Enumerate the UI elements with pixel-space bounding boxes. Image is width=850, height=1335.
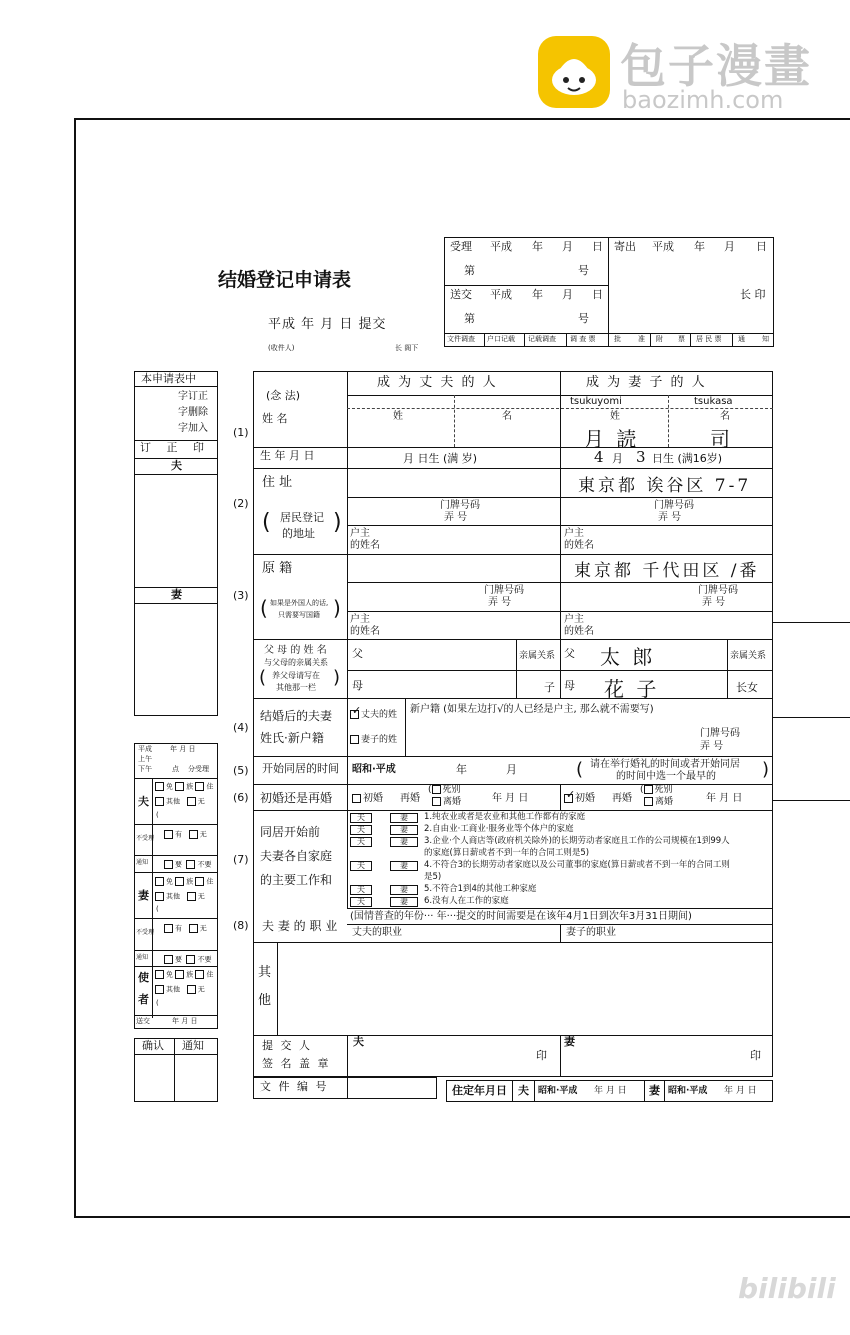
row-num-6: (6) xyxy=(233,791,249,804)
sendout-era: 平成 xyxy=(652,240,674,253)
r8-label: 夫 妻 的 职 业 xyxy=(262,919,338,933)
proc-send-ymd: 年 月 日 xyxy=(172,1017,198,1025)
check-register: 户口记载 xyxy=(487,335,515,343)
wife-remarriage: 再婚 xyxy=(612,793,632,804)
wife-birth-month: 4 xyxy=(594,448,607,466)
r6-label: 初婚还是再婚 xyxy=(260,791,333,805)
name-label: 姓 名 xyxy=(262,412,288,425)
other-c2: 他 xyxy=(258,993,272,1008)
row-num-7: (7) xyxy=(233,853,249,866)
hus-orig-lane: 弄 号 xyxy=(488,597,512,608)
check-resident: 居 民 票 xyxy=(696,335,722,343)
col-husband-header: 成 为 丈 夫 的 人 xyxy=(377,375,498,390)
sign-h-seal: 印 xyxy=(536,1049,547,1062)
receiver-label: (收件人) xyxy=(268,344,295,352)
notify-label: 通知 xyxy=(182,1039,204,1052)
sign-l1: 提 交 人 xyxy=(262,1039,312,1052)
hus-addr-headname: 的姓名 xyxy=(350,540,380,551)
hus-first-marriage[interactable]: 初婚 xyxy=(352,793,383,804)
r7-l3: 的主要工作和 xyxy=(260,873,333,887)
check-file: 文件调查 xyxy=(447,335,475,343)
r4-note: 新户籍 (如果左边打√的人已经是户主, 那么就不需要写) xyxy=(410,704,654,715)
proc-am: 上午 xyxy=(138,755,152,763)
r7-l1: 同居开始前 xyxy=(260,825,321,839)
submit-date-line: 平成 年 月 日 提交 xyxy=(268,317,387,332)
work-husband-box[interactable]: 夫 xyxy=(350,885,372,895)
sign-l2: 签 名 盖 章 xyxy=(262,1057,331,1070)
parents-l1: 父 母 的 姓 名 xyxy=(264,645,327,656)
watermark-cn: 包子漫畫 xyxy=(620,39,812,93)
check-record: 记载调查 xyxy=(528,335,556,343)
accept-m: 月 xyxy=(562,240,573,253)
hus-death-opt[interactable]: ( 死别 xyxy=(428,785,461,795)
work-item: 是5) xyxy=(424,872,442,882)
r5-y: 年 xyxy=(456,763,467,776)
sign-w-seal: 印 xyxy=(750,1049,761,1062)
watermark-bilibili: bilibili xyxy=(738,1272,836,1305)
check-notify2: 知 xyxy=(762,335,769,343)
work-husband-box[interactable]: 夫 xyxy=(350,825,372,835)
wife-romaji-sei: tsukuyomi xyxy=(570,396,622,407)
row-num-4: (4) xyxy=(233,721,249,734)
wife-address: 東京都 诶谷区 7-7 xyxy=(578,476,752,496)
accept-no: 第 xyxy=(464,264,475,277)
r5-label: 开始同居的时间 xyxy=(262,762,339,775)
hus-sei-label: 姓 xyxy=(393,411,403,422)
work-husband-box[interactable]: 夫 xyxy=(350,837,372,847)
docno-label: 文 件 编 号 xyxy=(260,1080,329,1093)
reside-h-era: 昭和·平成 xyxy=(538,1086,578,1096)
work-husband-box[interactable]: 夫 xyxy=(350,897,372,907)
r4-door: 门牌号码 xyxy=(700,728,740,739)
work-wife-box[interactable]: 妻 xyxy=(390,813,418,823)
work-husband-box[interactable]: 夫 xyxy=(350,861,372,871)
reside-h: 夫 xyxy=(518,1084,529,1097)
proc-messenger-2: 者 xyxy=(138,993,149,1006)
send-d: 日 xyxy=(592,288,603,301)
row-num-1: (1) xyxy=(233,426,249,439)
hus-divorce-opt[interactable]: 离婚 xyxy=(432,797,461,807)
send-m: 月 xyxy=(562,288,573,301)
wife-birth-month-lbl: 月 xyxy=(612,452,623,465)
addr-sub2: 的地址 xyxy=(282,527,315,540)
wife-orig-lane: 弄 号 xyxy=(702,597,726,608)
wife-romaji-mei: tsukasa xyxy=(694,396,733,407)
proc-paren-h: ( xyxy=(156,811,159,819)
check-approve1: 批 xyxy=(614,335,621,343)
other-c1: 其 xyxy=(258,965,272,980)
row-num-5: (5) xyxy=(233,764,249,777)
wife-father-lbl: 父 xyxy=(564,647,575,660)
wife-addr-head: 户主 xyxy=(564,528,584,539)
parents-l3: 养父母请写在 xyxy=(272,671,320,680)
wife-birth-rest: 日生 (满16岁) xyxy=(652,452,723,465)
sendout-d: 日 xyxy=(756,240,767,253)
opt-wife-surname[interactable]: 妻子的姓 xyxy=(350,735,397,745)
wife-mother-lbl: 母 xyxy=(564,679,575,692)
hus-mother-lbl: 母 xyxy=(352,679,363,692)
accept-y: 年 xyxy=(532,240,543,253)
hus-rel-lbl: 亲属关系 xyxy=(519,651,556,661)
wife-addr-headname: 的姓名 xyxy=(564,540,594,551)
correction-wife: 妻 xyxy=(171,588,182,601)
hus-addr-lane: 弄 号 xyxy=(444,512,468,523)
correction-stamp: 订 正 印 xyxy=(140,441,210,454)
r8-note: (国情普查的年份··· 年···提交的时间需要是在该年4月1日到次年3月31日期间) xyxy=(350,911,692,922)
wife-death-opt[interactable]: ( 死别 xyxy=(640,785,673,795)
hus-remarriage: 再婚 xyxy=(400,793,420,804)
hus-orig-headname: 的姓名 xyxy=(350,626,380,637)
hus-father-lbl: 父 xyxy=(352,647,363,660)
hus-orig-door: 门牌号码 xyxy=(484,585,524,596)
hus-occupation: 丈夫的职业 xyxy=(352,927,402,938)
wife-addr-lane: 弄 号 xyxy=(658,512,682,523)
wife-first-marriage[interactable]: ✓ 初婚 xyxy=(564,793,595,804)
correction-add: 字加入 xyxy=(178,423,208,434)
check-attach2: 票 xyxy=(678,335,685,343)
check-notify1: 通 xyxy=(738,335,745,343)
r7-l2: 夫妻各自家庭 xyxy=(260,849,333,863)
sendout-m: 月 xyxy=(724,240,735,253)
work-wife-box[interactable]: 妻 xyxy=(390,825,418,835)
wife-mei-label: 名 xyxy=(720,411,730,422)
confirm-label: 确认 xyxy=(142,1039,164,1052)
check-attach1: 附 xyxy=(656,335,663,343)
proc-pm: 下午 xyxy=(138,765,152,773)
hus-son-lbl: 子 xyxy=(544,681,555,694)
wife-birth-day: 3 xyxy=(636,448,649,466)
proc-paren-w: ( xyxy=(156,905,159,913)
proc-notice-w: 通知 xyxy=(136,954,149,961)
check-survey: 调 查 票 xyxy=(570,335,596,343)
wife-origin: 東京都 千代田区 /番 xyxy=(574,561,760,581)
proc-branch: 分受理 xyxy=(188,765,209,773)
r5-era: 昭和·平成 xyxy=(352,764,396,775)
proc-ymd: 年 月 日 xyxy=(170,745,196,753)
sendout-y: 年 xyxy=(694,240,705,253)
proc-not-accepted-h: 不受理 xyxy=(136,835,155,842)
row-num-2: (2) xyxy=(233,497,249,510)
proc-wife: 妻 xyxy=(138,889,149,902)
work-item: 4.不符合3的长期劳动者家庭以及公司董事的家庭(算日薪或者不到一年的合同工则 xyxy=(424,860,730,870)
r4-l2: 姓氏·新户籍 xyxy=(260,731,324,745)
orig-label: 原 籍 xyxy=(262,561,293,576)
work-item: 6.没有人在工作的家庭 xyxy=(424,896,509,906)
send-era: 平成 xyxy=(490,288,512,301)
sendout-label: 寄出 xyxy=(614,240,636,253)
accept-d: 日 xyxy=(592,240,603,253)
hus-addr-door: 门牌号码 xyxy=(440,500,480,511)
reside-w-ymd: 年 月 日 xyxy=(724,1086,757,1096)
reside-label: 住定年月日 xyxy=(452,1084,507,1097)
work-item: 2.自由业·工商业·服务业等个体户的家庭 xyxy=(424,824,574,834)
wife-orig-door: 门牌号码 xyxy=(698,585,738,596)
accept-label: 受理 xyxy=(450,240,472,253)
wife-r6-ymd: 年 月 日 xyxy=(706,793,743,804)
proc-husband: 夫 xyxy=(138,795,149,808)
wife-sei-label: 姓 xyxy=(610,411,620,422)
watermark-logo-icon xyxy=(538,36,610,108)
proc-notice-h: 通知 xyxy=(136,859,149,866)
opt-husband-surname[interactable]: ✓丈夫的姓 xyxy=(350,710,397,720)
wife-addr-door: 门牌号码 xyxy=(654,500,694,511)
r5-note2: 的时间中选一个最早的 xyxy=(616,771,716,782)
send-no: 第 xyxy=(464,312,475,325)
work-item: 3.企业·个人商店等(政府机关除外)的长期劳动者家庭且工作的公司规模在1到99人 xyxy=(424,836,730,846)
accept-era: 平成 xyxy=(490,240,512,253)
wife-surname: 月 読 xyxy=(584,427,640,451)
work-wife-box[interactable]: 妻 xyxy=(390,861,418,871)
wife-occupation: 妻子的职业 xyxy=(566,927,616,938)
hus-mei-label: 名 xyxy=(502,411,512,422)
wife-orig-head: 户主 xyxy=(564,614,584,625)
hus-r6-ymd: 年 月 日 xyxy=(492,793,529,804)
r4-l1: 结婚后的夫妻 xyxy=(260,709,333,723)
correction-husband: 夫 xyxy=(171,459,182,472)
work-wife-box[interactable]: 妻 xyxy=(390,837,418,847)
wife-father-name: 太 郎 xyxy=(600,645,656,669)
reside-w-era: 昭和·平成 xyxy=(668,1086,708,1096)
wife-daughter: 长女 xyxy=(736,681,758,694)
wife-rel-lbl: 亲属关系 xyxy=(730,651,767,661)
wife-orig-headname: 的姓名 xyxy=(564,626,594,637)
r5-note1: 请在举行婚礼的时间或者开始同居 xyxy=(590,759,740,770)
proc-messenger-1: 使 xyxy=(138,971,149,984)
form-title: 结婚登记申请表 xyxy=(218,269,352,291)
work-wife-box[interactable]: 妻 xyxy=(390,897,418,907)
hus-orig-head: 户主 xyxy=(350,614,370,625)
parents-l4: 其他那一栏 xyxy=(276,683,316,692)
wife-mother-name: 花 子 xyxy=(604,677,660,701)
proc-point: 点 xyxy=(172,765,179,773)
correction-fix: 字订正 xyxy=(178,391,208,402)
sendout-chief: 长 印 xyxy=(740,288,766,301)
row-num-3: (3) xyxy=(233,589,249,602)
send-hao: 号 xyxy=(578,312,589,325)
proc-era: 平成 xyxy=(138,745,152,753)
addr-label: 住 址 xyxy=(262,475,293,490)
reside-w: 妻 xyxy=(649,1084,660,1097)
reside-h-ymd: 年 月 日 xyxy=(594,1086,627,1096)
work-item: 1.纯农业或者是农业和其他工作都有的家庭 xyxy=(424,812,586,822)
accept-hao: 号 xyxy=(578,264,589,277)
col-wife-header: 成 为 妻 子 的 人 xyxy=(586,375,707,390)
birth-label: 生 年 月 日 xyxy=(260,449,315,462)
sign-husband: 夫 xyxy=(353,1035,364,1048)
r4-lane: 弄 号 xyxy=(700,741,724,752)
send-y: 年 xyxy=(532,288,543,301)
hus-addr-head: 户主 xyxy=(350,528,370,539)
work-item: 的家庭(算日薪或者不到一年的合同工则是5) xyxy=(424,848,590,858)
wife-given-name: 司 xyxy=(710,427,733,451)
chief-label: 长 阁下 xyxy=(395,344,419,352)
watermark-en: baozimh.com xyxy=(622,86,784,114)
addr-sub1: 居民登记 xyxy=(280,511,324,524)
parents-l2: 与父母的亲属关系 xyxy=(264,658,328,667)
proc-not-accepted-w: 不受理 xyxy=(136,929,155,936)
orig-sub2: 只需要写国籍 xyxy=(278,611,320,619)
work-wife-box[interactable]: 妻 xyxy=(390,885,418,895)
wife-divorce-opt[interactable]: 离婚 xyxy=(644,797,673,807)
sign-wife: 妻 xyxy=(564,1035,575,1048)
row-num-8: (8) xyxy=(233,919,249,932)
check-approve2: 准 xyxy=(638,335,645,343)
orig-sub1: 如果是外国人的话, xyxy=(270,599,329,607)
r5-m: 月 xyxy=(506,763,517,776)
work-item: 5.不符合1到4的其他工种家庭 xyxy=(424,884,537,894)
correction-head: 本申请表中 xyxy=(141,372,196,385)
correction-delete: 字删除 xyxy=(178,407,208,418)
proc-paren-m: ( xyxy=(156,999,159,1007)
reading-label: (念 法) xyxy=(266,389,301,402)
hus-birth: 月 日生 (满 岁) xyxy=(403,452,478,465)
work-husband-box[interactable]: 夫 xyxy=(350,813,372,823)
proc-send: 送交 xyxy=(136,1017,150,1025)
send-label: 送交 xyxy=(450,288,472,301)
